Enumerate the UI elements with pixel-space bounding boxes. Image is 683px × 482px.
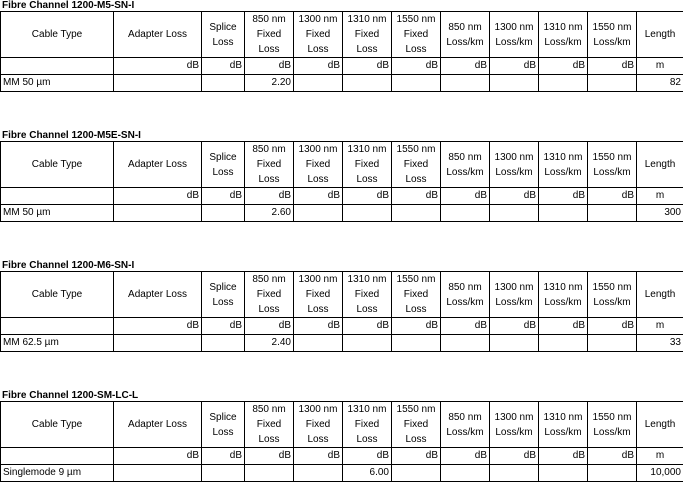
adapter-loss-cell[interactable] <box>114 205 202 222</box>
units-cell-adapter[interactable]: dB <box>114 448 202 465</box>
fixed-loss-1550-cell[interactable] <box>392 75 441 92</box>
loss-table <box>0 271 683 352</box>
length-header[interactable]: Length <box>637 142 683 188</box>
loss-per-km-1310-cell[interactable] <box>539 205 588 222</box>
loss-per-km-850-cell[interactable] <box>441 335 490 352</box>
splice-loss-header[interactable]: Splice Loss <box>202 142 245 188</box>
loss-table <box>0 11 683 92</box>
fixed-loss-1310-cell[interactable] <box>343 335 392 352</box>
units-cell-l850[interactable]: dB <box>441 188 490 205</box>
loss-per-km-1550-cell[interactable] <box>588 465 637 482</box>
fixed-loss-1550-cell[interactable] <box>392 465 441 482</box>
cable-type-cell[interactable]: MM 50 µm <box>1 75 114 92</box>
loss-per-km-850-header[interactable]: 850 nm Loss/km <box>441 142 490 188</box>
units-cell-splice[interactable]: dB <box>202 318 245 335</box>
units-cell-cable-type[interactable] <box>1 188 114 205</box>
adapter-loss-header[interactable]: Adapter Loss <box>114 402 202 448</box>
length-header[interactable]: Length <box>637 402 683 448</box>
fixed-loss-1550-header[interactable]: 1550 nm Fixed Loss <box>392 402 441 448</box>
splice-loss-header[interactable]: Splice Loss <box>202 402 245 448</box>
loss-per-km-1550-cell[interactable] <box>588 335 637 352</box>
loss-per-km-1550-cell[interactable] <box>588 75 637 92</box>
fixed-loss-1310-cell[interactable]: 6.00 <box>343 465 392 482</box>
loss-table <box>0 141 683 222</box>
units-cell-f1310[interactable]: dB <box>343 188 392 205</box>
fixed-loss-850-header[interactable]: 850 nm Fixed Loss <box>245 142 294 188</box>
loss-per-km-1310-header[interactable]: 1310 nm Loss/km <box>539 402 588 448</box>
length-cell[interactable]: 10,000 <box>637 465 683 482</box>
units-cell-f1310[interactable]: dB <box>343 58 392 75</box>
fixed-loss-1310-header[interactable]: 1310 nm Fixed Loss <box>343 402 392 448</box>
loss-per-km-1310-cell[interactable] <box>539 75 588 92</box>
loss-per-km-1310-cell[interactable] <box>539 465 588 482</box>
fixed-loss-1550-header[interactable]: 1550 nm Fixed Loss <box>392 12 441 58</box>
units-cell-l850[interactable]: dB <box>441 448 490 465</box>
loss-per-km-1310-cell[interactable] <box>539 335 588 352</box>
cable-type-header[interactable]: Cable Type <box>1 402 114 448</box>
fixed-loss-1300-cell[interactable] <box>294 205 343 222</box>
loss-per-km-1550-header[interactable]: 1550 nm Loss/km <box>588 272 637 318</box>
loss-per-km-1550-header[interactable]: 1550 nm Loss/km <box>588 12 637 58</box>
splice-loss-cell[interactable] <box>202 335 245 352</box>
units-cell-l1550[interactable]: dB <box>588 448 637 465</box>
adapter-loss-cell[interactable] <box>114 465 202 482</box>
loss-per-km-1300-cell[interactable] <box>490 205 539 222</box>
units-cell-l850[interactable]: dB <box>441 318 490 335</box>
cable-type-header[interactable]: Cable Type <box>1 142 114 188</box>
fixed-loss-1300-header[interactable]: 1300 nm Fixed Loss <box>294 12 343 58</box>
fixed-loss-850-cell[interactable]: 2.20 <box>245 75 294 92</box>
loss-per-km-1550-header[interactable]: 1550 nm Loss/km <box>588 142 637 188</box>
loss-per-km-850-header[interactable]: 850 nm Loss/km <box>441 12 490 58</box>
units-cell-l1300[interactable]: dB <box>490 188 539 205</box>
units-cell-l1300[interactable]: dB <box>490 448 539 465</box>
units-cell-cable-type[interactable] <box>1 58 114 75</box>
header-row <box>1 272 683 318</box>
units-cell-f850[interactable]: dB <box>245 318 294 335</box>
splice-loss-header[interactable]: Splice Loss <box>202 12 245 58</box>
units-cell-cable-type[interactable] <box>1 448 114 465</box>
splice-loss-cell[interactable] <box>202 75 245 92</box>
units-cell-adapter[interactable]: dB <box>114 58 202 75</box>
units-cell-f1300[interactable]: dB <box>294 318 343 335</box>
section-title: Fibre Channel 1200-M6-SN-I <box>2 260 134 272</box>
section-title: Fibre Channel 1200-M5-SN-I <box>2 0 134 12</box>
adapter-loss-cell[interactable] <box>114 335 202 352</box>
fixed-loss-850-header[interactable]: 850 nm Fixed Loss <box>245 272 294 318</box>
header-row <box>1 402 683 448</box>
adapter-loss-cell[interactable] <box>114 75 202 92</box>
units-cell-l1550[interactable]: dB <box>588 188 637 205</box>
units-row <box>1 58 683 75</box>
loss-per-km-1300-header[interactable]: 1300 nm Loss/km <box>490 142 539 188</box>
units-cell-f1300[interactable]: dB <box>294 188 343 205</box>
loss-per-km-1300-cell[interactable] <box>490 335 539 352</box>
fixed-loss-1300-header[interactable]: 1300 nm Fixed Loss <box>294 142 343 188</box>
cable-type-header[interactable]: Cable Type <box>1 12 114 58</box>
length-cell[interactable]: 33 <box>637 335 683 352</box>
value-row <box>1 335 683 352</box>
adapter-loss-header[interactable]: Adapter Loss <box>114 12 202 58</box>
fixed-loss-1300-cell[interactable] <box>294 465 343 482</box>
fixed-loss-850-header[interactable]: 850 nm Fixed Loss <box>245 402 294 448</box>
header-row <box>1 12 683 58</box>
units-cell-l1310[interactable]: dB <box>539 58 588 75</box>
adapter-loss-header[interactable]: Adapter Loss <box>114 272 202 318</box>
loss-per-km-1310-header[interactable]: 1310 nm Loss/km <box>539 12 588 58</box>
units-cell-f1300[interactable]: dB <box>294 58 343 75</box>
units-cell-l1310[interactable]: dB <box>539 318 588 335</box>
fixed-loss-1300-header[interactable]: 1300 nm Fixed Loss <box>294 402 343 448</box>
cable-type-cell[interactable]: Singlemode 9 µm <box>1 465 114 482</box>
fixed-loss-1300-cell[interactable] <box>294 75 343 92</box>
header-row <box>1 142 683 188</box>
fixed-loss-1550-cell[interactable] <box>392 205 441 222</box>
fixed-loss-1310-cell[interactable] <box>343 75 392 92</box>
loss-per-km-1550-header[interactable]: 1550 nm Loss/km <box>588 402 637 448</box>
loss-per-km-1300-header[interactable]: 1300 nm Loss/km <box>490 272 539 318</box>
fixed-loss-850-header[interactable]: 850 nm Fixed Loss <box>245 12 294 58</box>
cable-type-cell[interactable]: MM 50 µm <box>1 205 114 222</box>
loss-per-km-1300-cell[interactable] <box>490 465 539 482</box>
units-cell-f1300[interactable]: dB <box>294 448 343 465</box>
loss-per-km-1300-header[interactable]: 1300 nm Loss/km <box>490 402 539 448</box>
units-cell-cable-type[interactable] <box>1 318 114 335</box>
length-cell[interactable]: 82 <box>637 75 683 92</box>
units-cell-l1300[interactable]: dB <box>490 58 539 75</box>
units-cell-adapter[interactable]: dB <box>114 188 202 205</box>
units-cell-l1550[interactable]: dB <box>588 58 637 75</box>
units-cell-f1310[interactable]: dB <box>343 318 392 335</box>
units-cell-length[interactable]: m <box>637 448 683 465</box>
fixed-loss-1300-header[interactable]: 1300 nm Fixed Loss <box>294 272 343 318</box>
fixed-loss-1310-header[interactable]: 1310 nm Fixed Loss <box>343 272 392 318</box>
units-cell-length[interactable]: m <box>637 58 683 75</box>
length-cell[interactable]: 300 <box>637 205 683 222</box>
fixed-loss-1310-cell[interactable] <box>343 205 392 222</box>
units-cell-f1550[interactable]: dB <box>392 188 441 205</box>
section-title: Fibre Channel 1200-SM-LC-L <box>2 390 138 402</box>
value-row <box>1 205 683 222</box>
units-cell-l850[interactable]: dB <box>441 58 490 75</box>
units-cell-l1550[interactable]: dB <box>588 318 637 335</box>
units-cell-l1310[interactable]: dB <box>539 448 588 465</box>
section-title: Fibre Channel 1200-M5E-SN-I <box>2 130 141 142</box>
fixed-loss-1550-header[interactable]: 1550 nm Fixed Loss <box>392 142 441 188</box>
fixed-loss-1550-header[interactable]: 1550 nm Fixed Loss <box>392 272 441 318</box>
units-row <box>1 188 683 205</box>
loss-per-km-1300-header[interactable]: 1300 nm Loss/km <box>490 12 539 58</box>
units-cell-f850[interactable]: dB <box>245 188 294 205</box>
units-cell-f1550[interactable]: dB <box>392 448 441 465</box>
loss-table <box>0 401 683 482</box>
units-cell-f1310[interactable]: dB <box>343 448 392 465</box>
loss-per-km-850-cell[interactable] <box>441 75 490 92</box>
length-header[interactable]: Length <box>637 12 683 58</box>
adapter-loss-header[interactable]: Adapter Loss <box>114 142 202 188</box>
splice-loss-header[interactable]: Splice Loss <box>202 272 245 318</box>
value-row <box>1 465 683 482</box>
units-cell-length[interactable]: m <box>637 318 683 335</box>
units-cell-f1550[interactable]: dB <box>392 318 441 335</box>
units-row <box>1 448 683 465</box>
loss-per-km-1550-cell[interactable] <box>588 205 637 222</box>
units-cell-splice[interactable]: dB <box>202 448 245 465</box>
fixed-loss-850-cell[interactable]: 2.40 <box>245 335 294 352</box>
units-cell-l1300[interactable]: dB <box>490 318 539 335</box>
splice-loss-cell[interactable] <box>202 205 245 222</box>
loss-per-km-850-cell[interactable] <box>441 205 490 222</box>
loss-per-km-850-header[interactable]: 850 nm Loss/km <box>441 402 490 448</box>
length-header[interactable]: Length <box>637 272 683 318</box>
value-row <box>1 75 683 92</box>
units-cell-adapter[interactable]: dB <box>114 318 202 335</box>
fixed-loss-1310-header[interactable]: 1310 nm Fixed Loss <box>343 142 392 188</box>
loss-per-km-850-cell[interactable] <box>441 465 490 482</box>
units-cell-length[interactable]: m <box>637 188 683 205</box>
units-cell-splice[interactable]: dB <box>202 188 245 205</box>
loss-per-km-1310-header[interactable]: 1310 nm Loss/km <box>539 142 588 188</box>
units-cell-f1550[interactable]: dB <box>392 58 441 75</box>
fixed-loss-1310-header[interactable]: 1310 nm Fixed Loss <box>343 12 392 58</box>
fixed-loss-1550-cell[interactable] <box>392 335 441 352</box>
units-row <box>1 318 683 335</box>
fixed-loss-850-cell[interactable] <box>245 465 294 482</box>
units-cell-f850[interactable]: dB <box>245 448 294 465</box>
loss-per-km-1300-cell[interactable] <box>490 75 539 92</box>
units-cell-l1310[interactable]: dB <box>539 188 588 205</box>
splice-loss-cell[interactable] <box>202 465 245 482</box>
loss-per-km-850-header[interactable]: 850 nm Loss/km <box>441 272 490 318</box>
cable-type-header[interactable]: Cable Type <box>1 272 114 318</box>
units-cell-f850[interactable]: dB <box>245 58 294 75</box>
cable-type-cell[interactable]: MM 62.5 µm <box>1 335 114 352</box>
fixed-loss-1300-cell[interactable] <box>294 335 343 352</box>
fixed-loss-850-cell[interactable]: 2.60 <box>245 205 294 222</box>
loss-per-km-1310-header[interactable]: 1310 nm Loss/km <box>539 272 588 318</box>
units-cell-splice[interactable]: dB <box>202 58 245 75</box>
